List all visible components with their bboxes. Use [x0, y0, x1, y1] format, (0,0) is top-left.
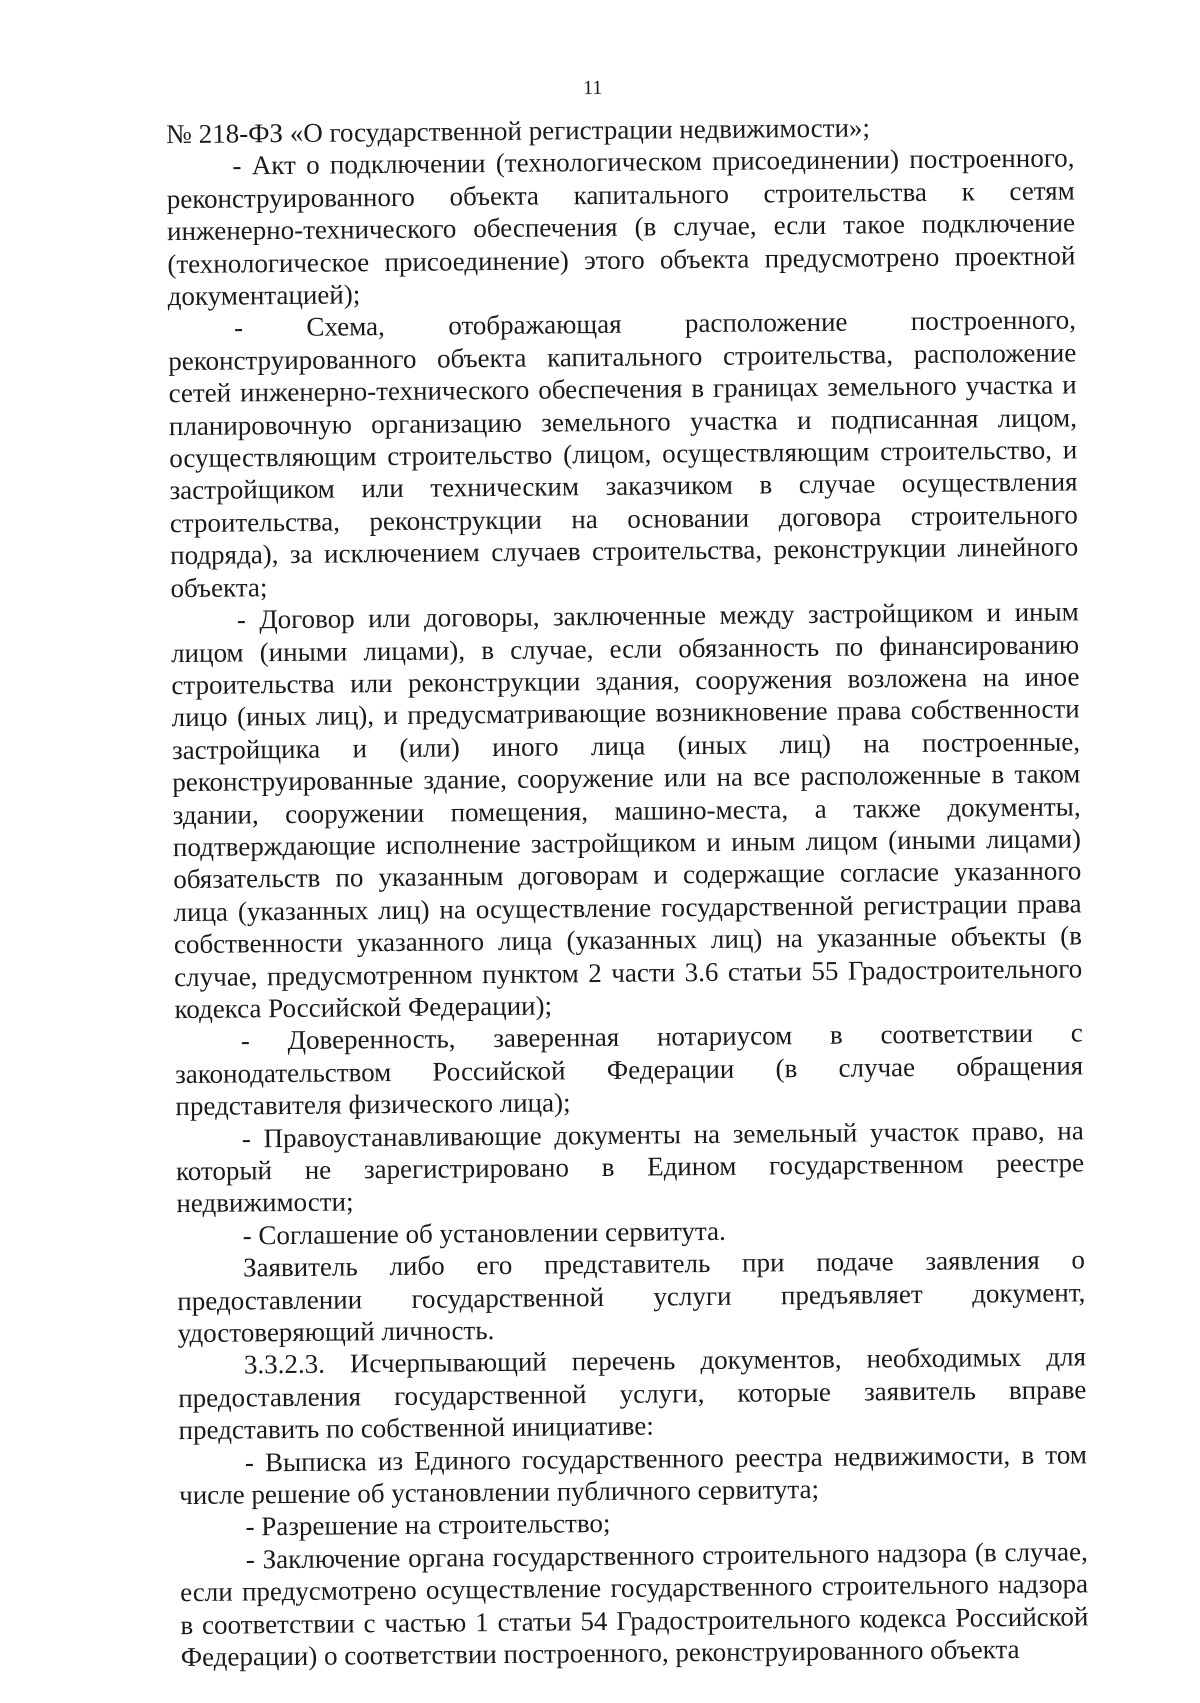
document-body [166, 109, 1089, 1673]
paragraph-power-of-attorney: - Доверенность, заверенная нотариусом в соответствии с законодательством Российской Федерации (в случае обращения представителя физического лица); [175, 1017, 1084, 1122]
paragraph-registry-extract: - Выписка из Единого государственного реестра недвижимости, в том числе решение об установлении публичного сервитута; [179, 1439, 1087, 1511]
paragraph-title-documents: - Правоустанавливающие документы на земельный участок право, на который не зарегистрировано в Едином государственном реестре недвижимости; [175, 1114, 1085, 1219]
paragraph-servitude-agreement: - Соглашение об установлении сервитута. [242, 1215, 726, 1251]
paragraph-law-reference: № 218-ФЗ «О государственной регистрации недвижимости»; [165, 112, 871, 150]
paragraph-building-permit: - Разрешение на строительство; [245, 1508, 611, 1542]
page-number: 11 [582, 76, 603, 100]
paragraph-layout-scheme: - Схема, отображающая расположение построенного, реконструированного объекта капитального строительства, расположение сетей инженерно-технического обеспечения в границах земельного участка и планировочную организацию земельного участка и подписанная лицом, осуществляющим строительство (лицом, осуществляющим строительство, и застройщиком или техническим заказчиком в случае осуществления строительства, реконструкции на основании договора строительного подряда), за исключением случаев строительства, реконструкции линейного объекта; [168, 304, 1079, 603]
paragraph-section-3-3-2-3: 3.3.2.3. Исчерпывающий перечень документов, необходимых для предоставления государственной услуги, которые заявитель вправе представить по собственной инициативе: [178, 1341, 1087, 1446]
paragraph-supervision-conclusion: - Заключение органа государственного строительного надзора (в случае, если предусмотрено осуществление государственного строительного надзора в соответствии с частью 1 статьи 54 Градостроительного кодекса Российской Федерации) о соответствии построенного, реконструированного объекта [179, 1536, 1089, 1673]
paragraph-contracts: - Договор или договоры, заключенные между застройщиком и иным лицом (иными лицами), в случае, если обязанность по финансированию строительства или реконструкции здания, сооружения возложена на иное лицо (иных лиц), и предусматривающие возникновение права собственности застройщика и (или) иного лица (иных лиц) на построенные, реконструированные здание, сооружение или на все расположенные в таком здании, сооружении помещения, машино-места, а также документы, подтверждающие исполнение застройщиком и иным лицом (иными лицами) обязательств по указанным договорам и содержащие согласие указанного лица (указанных лиц) на осуществление государственной регистрации права собственности указанного лица (указанных лиц) на указанные объекты (в случае, предусмотренном пунктом 2 части 3.6 статьи 55 Градостроительного кодекса Российской Федерации); [170, 596, 1083, 1025]
paragraph-identity-document: Заявитель либо его представитель при подаче заявления о предоставлении государственной услуги предъявляет документ, удостоверяющий личность. [177, 1244, 1086, 1349]
paragraph-connection-act: - Акт о подключении (технологическом присоединении) построенного, реконструированного объекта капитального строительства к сетям инженерно-технического обеспечения (в случае, если такое подключение (технологическое присоединение) этого объекта предусмотрено проектной документацией); [166, 142, 1076, 312]
